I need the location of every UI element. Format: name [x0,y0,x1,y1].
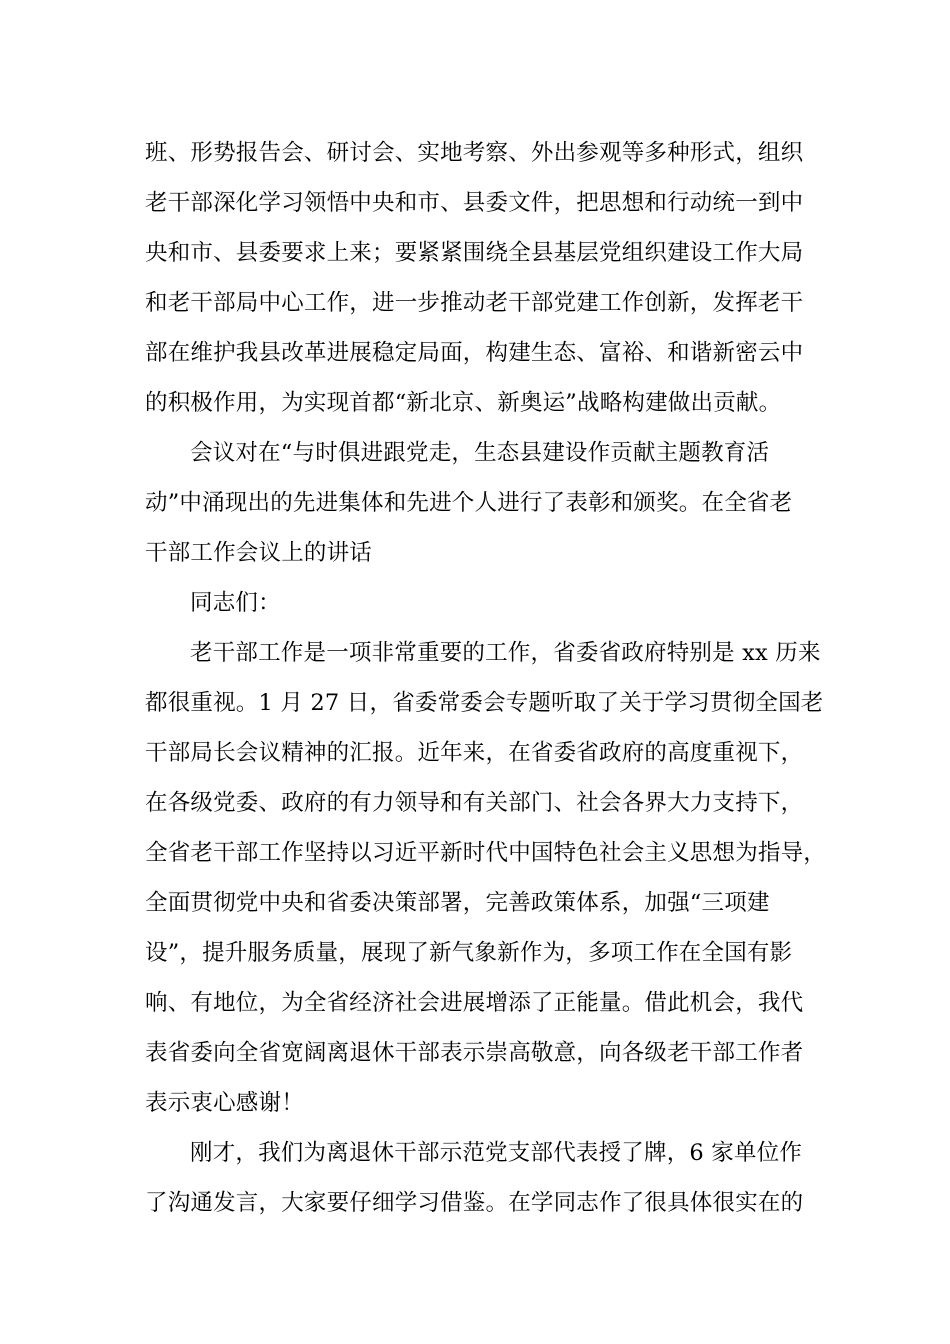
text-line: 央和市、县委要求上来；要紧紧围绕全县基层党组织建设工作大局 [145,240,804,266]
text-line: 干部工作会议上的讲话 [145,540,373,566]
text-line: 老干部深化学习领悟中央和市、县委文件，把思想和行动统一到中 [145,190,804,216]
text-line: 动”中涌现出的先进集体和先进个人进行了表彰和颁奖。在全省老 [145,490,793,516]
text-line: 和老干部局中心工作，进一步推动老干部党建工作创新，发挥老干 [145,290,804,316]
text-line: 部在维护我县改革进展稳定局面，构建生态、富裕、和谐新密云中 [145,340,804,366]
text-line: 在各级党委、政府的有力领导和有关部门、社会各界大力支持下， [145,790,804,816]
text-line: 全省老干部工作坚持以习近平新时代中国特色社会主义思想为指导， [145,840,827,866]
text-line: 表示衷心感谢！ [145,1090,304,1116]
text-line: 干部局长会议精神的汇报。近年来，在省委省政府的高度重视下， [145,740,804,766]
text-line: 响、有地位，为全省经济社会进展增添了正能量。借此机会，我代 [145,990,804,1016]
text-line: 班、形势报告会、研讨会、实地考察、外出参观等多种形式，组织 [145,140,804,166]
text-line: 的积极作用，为实现首都“新北京、新奥运”战略构建做出贡献。 [145,390,782,416]
text-line: 表省委向全省宽阔离退休干部表示崇高敬意，向各级老干部工作者 [145,1040,804,1066]
text-line: 都很重视。1 月 27 日，省委常委会专题听取了关于学习贯彻全国老 [145,690,824,716]
text-line: 全面贯彻党中央和省委决策部署，完善政策体系，加强“三项建 [145,890,770,916]
paragraph-start-line: 老干部工作是一项非常重要的工作，省委省政府特别是 xx 历来 [190,640,821,666]
document-body [145,128,825,1228]
paragraph-start-line: 刚才，我们为离退休干部示范党支部代表授了牌，6 家单位作 [190,1140,803,1166]
text-line: 设”，提升服务质量，展现了新气象新作为，多项工作在全国有影 [145,940,793,966]
text-line: 了沟通发言，大家要仔细学习借鉴。在学同志作了很具体很实在的 [145,1190,804,1216]
paragraph-start-line: 会议对在“与时俱进跟党走，生态县建设作贡献主题教育活 [190,440,770,466]
salutation-line: 同志们： [190,590,281,616]
